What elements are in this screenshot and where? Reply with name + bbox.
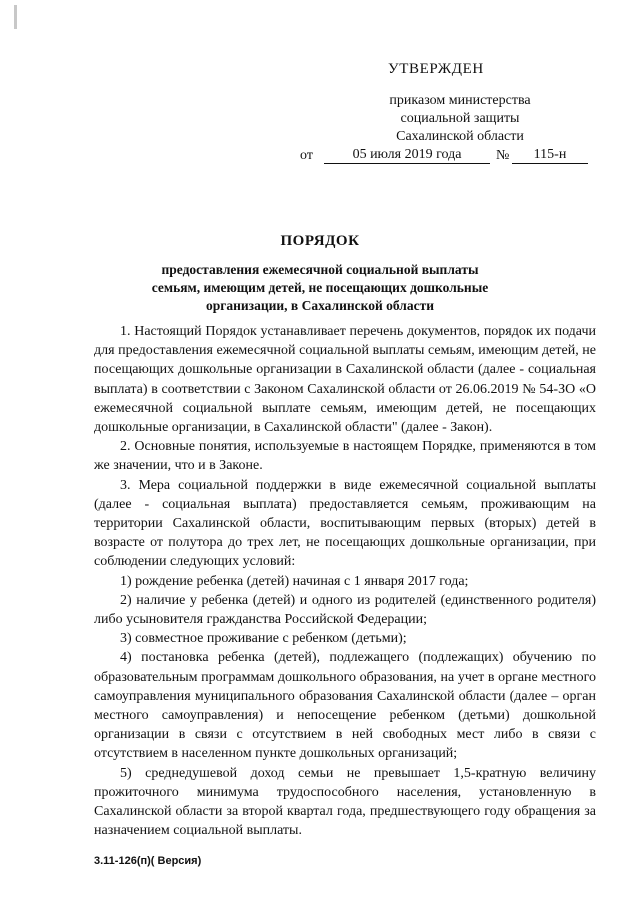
approval-line-1: приказом министерства (389, 93, 531, 108)
document-title: ПОРЯДОК (280, 233, 360, 249)
subtitle-line: семьям, имеющим детей, не посещающих дошкольные (151, 280, 489, 295)
approval-from-label: от (300, 148, 313, 163)
list-item: 5) среднедушевой доход семьи не превышает 1,5-кратную величину прожиточного минимума трудоспособного населения, установленную в Сахалинской области за второй квартал года, предшествующего году обращения за назначением социальной выплаты. (94, 765, 596, 839)
approval-date-row (300, 147, 600, 165)
approval-number: 115-н (512, 147, 588, 164)
document-footer-code: 3.11-126(п)( Версия) (94, 855, 202, 867)
scan-artifact (14, 5, 17, 29)
approval-line-2: социальной защиты (400, 111, 520, 126)
document-subtitle (120, 261, 520, 315)
approval-line-3: Сахалинской области (396, 129, 524, 144)
approval-number-label: № (496, 148, 510, 163)
paragraph: 3. Мера социальной поддержки в виде ежемесячной социальной выплаты (далее - социальная выплата) предоставляется семьям, проживающим на территории Сахалинской области, воспитывающим первых (вторых) детей в возрасте от полутора до трех лет, не посещающих дошкольные организации, при соблюдении следующих условий: (94, 477, 596, 570)
document-body (94, 322, 596, 840)
paragraph: 1. Настоящий Порядок устанавливает перечень документов, порядок их подачи для предоставления ежемесячной социальной выплаты семьям, имеющим детей, не посещающих дошкольные организации в Сахалинской области (далее - социальная выплата) в соответствии с Законом Сахалинской области от 26.06.2019 № 54-ЗО «О ежемесячной социальной выплате семьям, имеющим детей, не посещающих дошкольные организации, в Сахалинской области" (далее - Закон). (94, 324, 596, 436)
list-item: 4) постановка ребенка (детей), подлежащего (подлежащих) обучению по образовательным программам дошкольного образования, на учет в органе местного самоуправления муниципального образования Сахалинской области (далее – орган местного самоуправления) и непосещение ребенком (детьми) дошкольной организации в связи с отсутствием в ней свободных мест либо в связи с отсутствием в населенном пункте дошкольных организаций; (94, 650, 596, 762)
list-item: 2) наличие у ребенка (детей) и одного из родителей (единственного родителя) либо усыновителя гражданства Российской Федерации; (94, 592, 596, 628)
paragraph: 2. Основные понятия, используемые в настоящем Порядке, применяются в том же значении, что и в Законе. (94, 439, 596, 474)
approval-title: УТВЕРЖДЕН (388, 61, 484, 77)
list-item: 3) совместное проживание с ребенком (детьми); (120, 631, 407, 647)
approval-date: 05 июля 2019 года (324, 147, 490, 164)
subtitle-line: предоставления ежемесячной социальной выплаты (161, 262, 479, 277)
list-item: 1) рождение ребенка (детей) начиная с 1 января 2017 года; (120, 573, 469, 589)
subtitle-line: организации, в Сахалинской области (205, 298, 435, 313)
